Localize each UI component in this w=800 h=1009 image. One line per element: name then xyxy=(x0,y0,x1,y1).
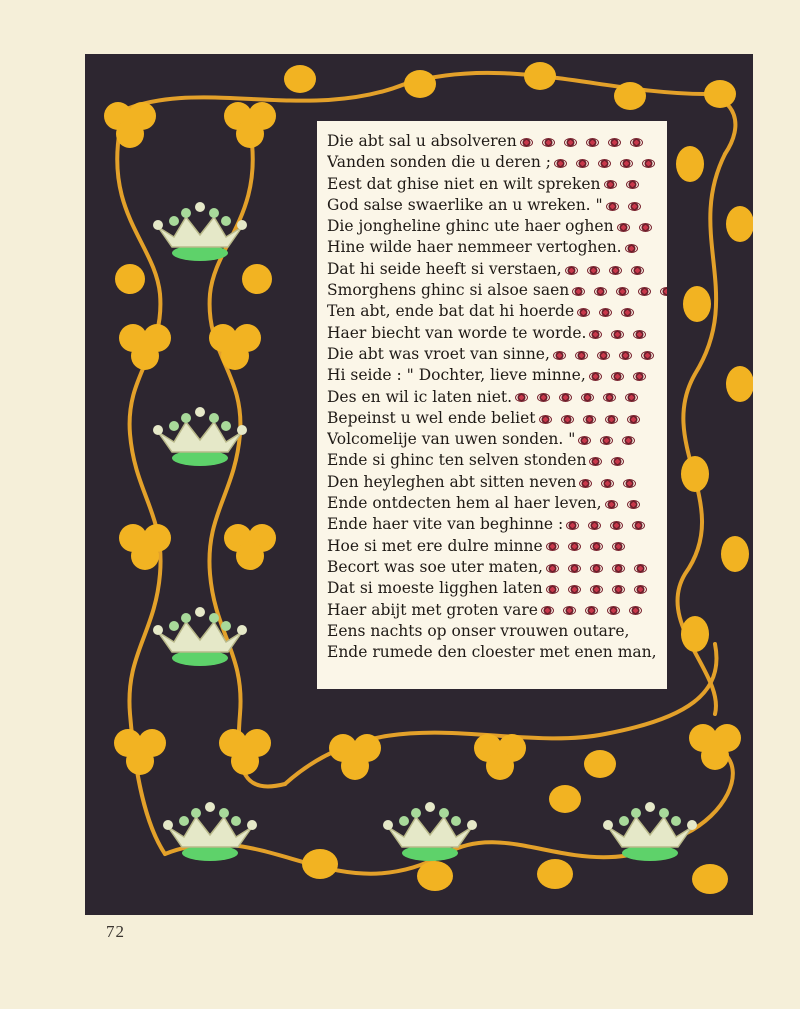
line-filler-ornament xyxy=(554,153,664,174)
line-filler-ornament xyxy=(553,344,663,365)
rosette-dot-icon xyxy=(638,287,651,296)
rosette-dot-icon xyxy=(621,308,634,317)
verse-line-text: Becort was soe uter maten, xyxy=(327,557,543,576)
rosette-dot-icon xyxy=(554,159,567,168)
rosette-dot-icon xyxy=(603,393,616,402)
verse-line-text: Ende si ghinc ten selven stonden xyxy=(327,451,587,470)
rosette-dot-icon xyxy=(564,138,577,147)
rosette-dot-icon xyxy=(566,521,579,530)
verse-line-text: Hine wilde haer nemmeer vertoghen. xyxy=(327,238,622,257)
verse-line xyxy=(327,131,667,152)
verse-line-text: Dat hi seide heeft si verstaen, xyxy=(327,259,562,278)
verse-line-text: Eens nachts op onser vrouwen outare, xyxy=(327,621,630,640)
verse-line xyxy=(327,450,667,471)
rosette-dot-icon xyxy=(589,457,602,466)
verse-line xyxy=(327,642,667,663)
line-filler-ornament xyxy=(565,259,653,280)
verse-line-text: Eest dat ghise niet en wilt spreken xyxy=(327,174,601,193)
rosette-dot-icon xyxy=(579,479,592,488)
rosette-dot-icon xyxy=(590,542,603,551)
rosette-dot-icon xyxy=(572,287,585,296)
line-filler-ornament xyxy=(577,302,643,323)
rosette-dot-icon xyxy=(577,308,590,317)
line-filler-ornament xyxy=(605,493,649,514)
verse-line-text: Die abt sal u absolveren xyxy=(327,132,517,150)
rosette-dot-icon xyxy=(612,542,625,551)
rosette-dot-icon xyxy=(587,266,600,275)
rosette-dot-icon xyxy=(546,542,559,551)
rosette-dot-icon xyxy=(599,308,612,317)
rosette-dot-icon xyxy=(641,351,654,360)
rosette-dot-icon xyxy=(627,415,640,424)
rosette-dot-icon xyxy=(631,266,644,275)
rosette-dot-icon xyxy=(633,330,646,339)
verse-line-text: Dat si moeste ligghen laten xyxy=(327,579,543,598)
verse-line xyxy=(327,429,667,450)
verse-line xyxy=(327,600,667,621)
rosette-dot-icon xyxy=(619,351,632,360)
rosette-dot-icon xyxy=(628,202,641,211)
line-filler-ornament xyxy=(578,430,644,451)
verse-line-text: Ende ontdecten hem al haer leven, xyxy=(327,494,602,513)
line-filler-ornament xyxy=(617,217,661,238)
verse-line xyxy=(327,408,667,429)
rosette-dot-icon xyxy=(611,457,624,466)
rosette-dot-icon xyxy=(607,606,620,615)
rosette-dot-icon xyxy=(617,223,630,232)
rosette-dot-icon xyxy=(590,564,603,573)
rosette-dot-icon xyxy=(639,223,652,232)
rosette-dot-icon xyxy=(576,159,589,168)
verse-line xyxy=(327,578,667,599)
rosette-dot-icon xyxy=(585,606,598,615)
rosette-dot-icon xyxy=(590,585,603,594)
rosette-dot-icon xyxy=(642,159,655,168)
verse-line-text: Haer biecht van worde te worde. xyxy=(327,323,587,342)
verse-line xyxy=(327,536,667,557)
rosette-dot-icon xyxy=(578,436,591,445)
verse-line xyxy=(327,557,667,578)
line-filler-ornament xyxy=(589,323,655,344)
rosette-dot-icon xyxy=(611,330,624,339)
rosette-dot-icon xyxy=(594,287,607,296)
rosette-dot-icon xyxy=(588,521,601,530)
rosette-dot-icon xyxy=(565,266,578,275)
verse-line xyxy=(327,174,667,195)
rosette-dot-icon xyxy=(575,351,588,360)
rosette-dot-icon xyxy=(542,138,555,147)
rosette-dot-icon xyxy=(609,266,622,275)
rosette-dot-icon xyxy=(634,564,647,573)
rosette-dot-icon xyxy=(589,330,602,339)
rosette-dot-icon xyxy=(568,564,581,573)
rosette-dot-icon xyxy=(598,159,611,168)
line-filler-ornament xyxy=(566,515,654,536)
verse-line-text: Die jongheline ghinc ute haer oghen xyxy=(327,217,614,236)
rosette-dot-icon xyxy=(568,585,581,594)
rosette-dot-icon xyxy=(625,393,638,402)
verse-line-text: Ende haer vite van beghinne : xyxy=(327,515,564,534)
rosette-dot-icon xyxy=(608,138,621,147)
verse-line xyxy=(327,195,667,216)
line-filler-ornament xyxy=(604,174,648,195)
line-filler-ornament xyxy=(589,366,655,387)
line-filler-ornament xyxy=(546,579,656,600)
line-filler-ornament xyxy=(546,536,634,557)
verse-line xyxy=(327,472,667,493)
verse-line xyxy=(327,493,667,514)
rosette-dot-icon xyxy=(597,351,610,360)
rosette-dot-icon xyxy=(604,180,617,189)
verse-line-text: Den heyleghen abt sitten neven xyxy=(327,472,577,491)
line-filler-ornament xyxy=(589,451,633,472)
rosette-dot-icon xyxy=(568,542,581,551)
rosette-dot-icon xyxy=(623,479,636,488)
rosette-dot-icon xyxy=(606,202,619,211)
verse-line-text: Vanden sonden die u deren ; xyxy=(327,153,551,172)
page-number: 72 xyxy=(106,922,125,941)
rosette-dot-icon xyxy=(515,393,528,402)
verse-line-text: Smorghens ghinc si alsoe saen xyxy=(327,281,570,300)
verse-line xyxy=(327,280,667,301)
line-filler-ornament xyxy=(579,472,645,493)
rosette-dot-icon xyxy=(630,138,643,147)
verse-line-text: Ende rumede den cloester met enen man, xyxy=(327,643,657,662)
rosette-dot-icon xyxy=(563,606,576,615)
rosette-dot-icon xyxy=(601,479,614,488)
rosette-dot-icon xyxy=(633,372,646,381)
rosette-dot-icon xyxy=(589,372,602,381)
rosette-dot-icon xyxy=(620,159,633,168)
line-filler-ornament xyxy=(606,195,650,216)
verse-line-text: Ten abt, ende bat dat hi hoerde xyxy=(327,302,575,321)
verse-line xyxy=(327,216,667,237)
verse-line-text: Die abt was vroet van sinne, xyxy=(327,344,550,363)
rosette-dot-icon xyxy=(561,415,574,424)
rosette-dot-icon xyxy=(626,180,639,189)
verse-line xyxy=(327,237,667,258)
verse-line-text: Des en wil ic laten niet. xyxy=(327,387,513,406)
verse-line-text: Bepeinst u wel ende beliet xyxy=(327,408,536,427)
verse-panel xyxy=(317,121,667,689)
rosette-dot-icon xyxy=(612,564,625,573)
verse-line xyxy=(327,365,667,386)
verse-line-text: God salse swaerlike an u wreken. " xyxy=(327,195,603,214)
line-filler-ornament xyxy=(539,408,649,429)
rosette-dot-icon xyxy=(581,393,594,402)
line-filler-ornament xyxy=(541,600,651,621)
rosette-dot-icon xyxy=(605,415,618,424)
rosette-dot-icon xyxy=(634,585,647,594)
rosette-dot-icon xyxy=(632,521,645,530)
verse-line-text: Volcomelije van uwen sonden. " xyxy=(327,430,576,449)
verse-line-text: Hi seide : " Dochter, lieve minne, xyxy=(327,366,586,385)
verse-line xyxy=(327,259,667,280)
line-filler-ornament xyxy=(572,280,667,301)
line-filler-ornament xyxy=(546,557,656,578)
rosette-dot-icon xyxy=(539,415,552,424)
rosette-dot-icon xyxy=(616,287,629,296)
rosette-dot-icon xyxy=(622,436,635,445)
verse-line xyxy=(327,387,667,408)
rosette-dot-icon xyxy=(583,415,596,424)
rosette-dot-icon xyxy=(610,521,623,530)
rosette-dot-icon xyxy=(611,372,624,381)
rosette-dot-icon xyxy=(559,393,572,402)
verse-line xyxy=(327,301,667,322)
rosette-dot-icon xyxy=(605,500,618,509)
rosette-dot-icon xyxy=(541,606,554,615)
line-filler-ornament xyxy=(520,131,652,152)
verse-line-text: Haer abijt met groten vare xyxy=(327,600,538,619)
verse-line xyxy=(327,152,667,173)
verse-line xyxy=(327,621,667,642)
rosette-dot-icon xyxy=(520,138,533,147)
line-filler-ornament xyxy=(515,387,647,408)
rosette-dot-icon xyxy=(586,138,599,147)
rosette-dot-icon xyxy=(660,287,667,296)
line-filler-ornament xyxy=(625,238,647,259)
rosette-dot-icon xyxy=(537,393,550,402)
rosette-dot-icon xyxy=(553,351,566,360)
rosette-dot-icon xyxy=(625,244,638,253)
verse-line xyxy=(327,323,667,344)
rosette-dot-icon xyxy=(627,500,640,509)
rosette-dot-icon xyxy=(546,564,559,573)
verse-line xyxy=(327,344,667,365)
rosette-dot-icon xyxy=(629,606,642,615)
verse-line xyxy=(327,514,667,535)
rosette-dot-icon xyxy=(600,436,613,445)
rosette-dot-icon xyxy=(546,585,559,594)
rosette-dot-icon xyxy=(612,585,625,594)
verse-line-text: Hoe si met ere dulre minne xyxy=(327,536,543,555)
